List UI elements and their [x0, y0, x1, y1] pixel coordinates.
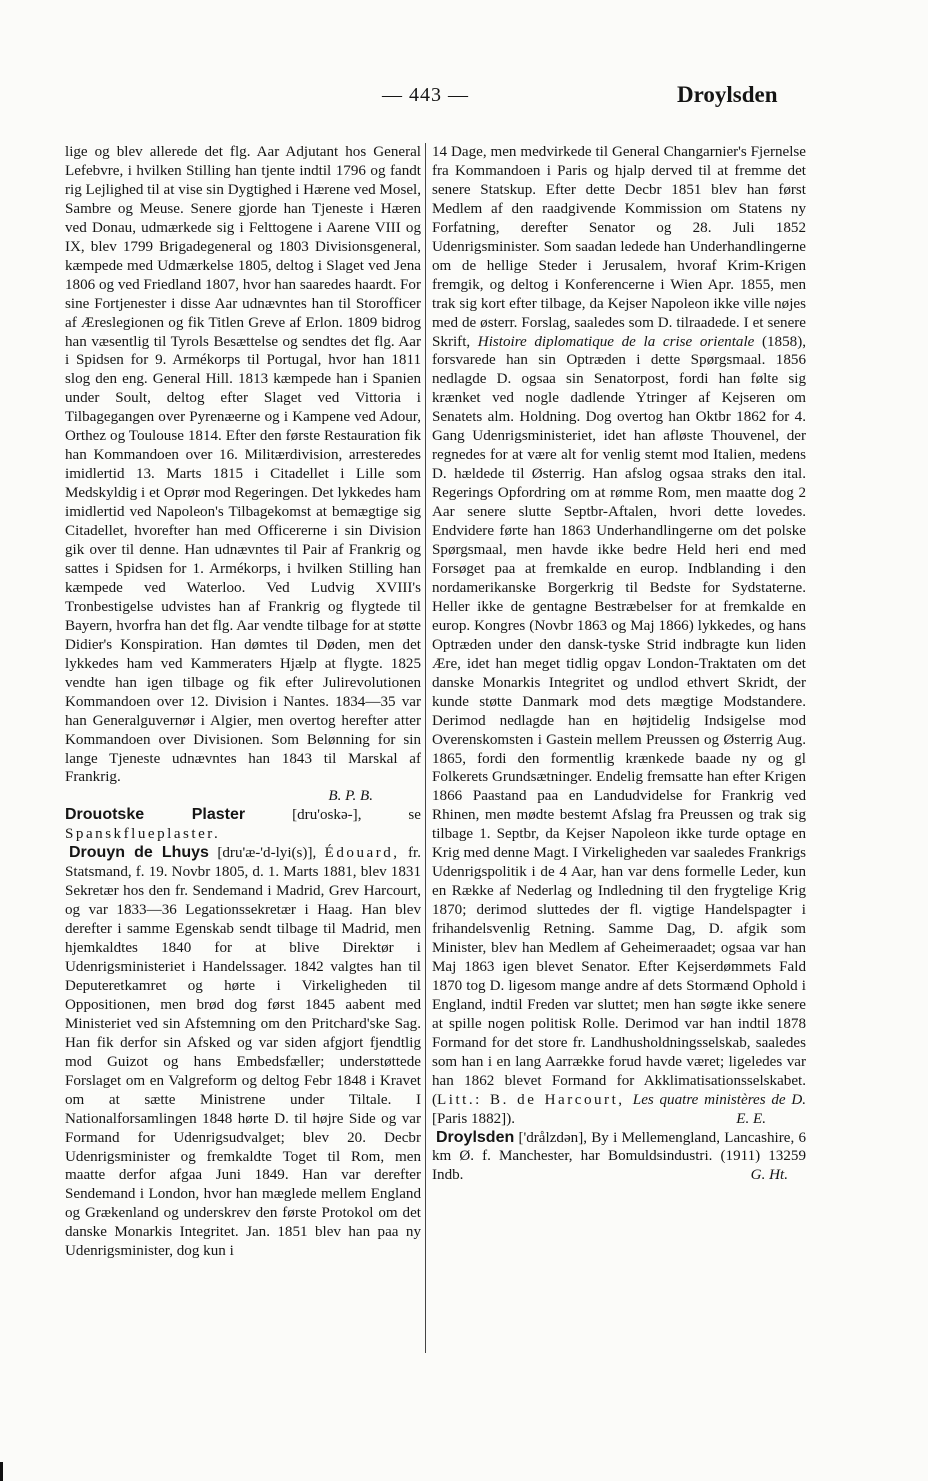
- entry-drouyn-de-lhuys: [65, 844, 421, 1261]
- entry-pronunciation: [dru'æ-'d-lyi(s)],: [208, 845, 325, 862]
- entry-headword: Drouyn de Lhuys: [69, 844, 209, 862]
- right-column: [432, 143, 806, 1185]
- author-signature: B. P. B.: [328, 788, 373, 805]
- entry-drouotske-plaster: [65, 806, 421, 844]
- entry-text: fr. Statsmand, f. 19. Novbr 1805, d. 1. Marts 1881, blev 1831 Sekretær hos den fr. Sendemand i Madrid, Grev Harcourt, og var 1833—36 Legationssekretær i Haag. Han blev derefter i samme Egenskab sendt tilbage til Madrid, men hjemkaldtes 1840 for at blive Direktør i Udenrigsministeriet i Handelssager. 1842 valgtes han til Deputeretkamret og hørte i Virkeligheden til Oppositionen, men brød dog først 1845 aabent med Ministeriet ved sin Afstemning om den Pritchard'ske Sag. Han fik derfor sin Afsked og var siden afgjort fjendtlig mod Guizot og hans Embedsfæller; understøttede Forslaget om en Valgreform og deltog Febr 1848 i Kravet om at sætte Ministrene under Tiltale. I Nationalforsamlingen 1848 hørte D. til højre Side og var Formand for Udenrigsudvalget; blev 20. Decbr Udenrigsminister og fremkaldte Toget til Rom, men maatte derfor afgaa Juni 1849. Han var derefter Sendemand i London, hvor han mæglede mellem England og Grækenland og underskrev den første Protokol om det danske Monarkis Integritet. Jan. 1851 blev han paa ny Udenrigsminister, dog kun i: [65, 845, 421, 1260]
- entry-text: 14 Dage, men medvirkede til General Changarnier's Fjernelse fra Kommandoen i Paris og hjalp derved til at fremme det senere Statskup. Efter dette Decbr 1851 blev han først Medlem af den raadgivende Kommission om Statens ny Forfatning, derefter Senator og 28. Juli 1852 Udenrigsminister. Som saadan ledede han Underhandlingerne om de hellige Steder i Jerusalem, hvoraf Krim-Krigen fremgik, og deltog i Konferencerne i Wien Apr. 1855, men trak sig kort efter tilbage, da Kejser Napoleon ikke ville nøjes med de østerr. Forslag, saaledes som D. tilraadede. I et senere Skrift,: [432, 144, 806, 350]
- running-head: Droylsden: [677, 82, 778, 107]
- book-title: Les quatre ministères de D.: [632, 1091, 806, 1108]
- entry-text: [dru'oskə-], se: [245, 807, 422, 824]
- entry-headword: Droylsden: [436, 1128, 515, 1146]
- author-signature: G. Ht.: [750, 1167, 788, 1184]
- paragraph-drouet-continued: lige og blev allerede det flg. Aar Adjutant hos General Lefebvre, i hvilken Stilling han tjente indtil 1796 og fandt rig Lejlighed til at vise sin Dygtighed i Hærene ved Mosel, Sambre og Meuse. Senere gjorde han Tjeneste i Hæren ved Donau, udmærkede sig i Felttogene i Aarene VIII og IX, blev 1799 Brigadegeneral og 1803 Divisionsgeneral, kæmpede med Udmærkelse 1805, deltog i Slaget ved Jena 1806 og ved Friedland 1807, hvor han saaredes haardt. For sine Fortjenester i disse Aar udnævntes han til Storofficer af Æreslegionen og fik Titlen Greve af Erlon. 1809 bidrog han væsentlig til Tyrols Besættelse og sendtes det flg. Aar i Spidsen for 9. Armékorps til Portugal, hvor han 1811 slog den eng. General Hill. 1813 kæmpede han i Spanien under Soult, deltog efter Slaget ved Vittoria i Tilbagegangen over Pyrenæerne og i Kampene ved Adour, Orthez og Toulouse 1814. Efter den første Restauration fik han Kommandoen over 16. Militærdivision, arresteredes imidlertid 13. Marts 1815 i Citadellet i Lille som Medskyldig i et Oprør mod Regeringen. Det lykkedes ham imidlertid ved Napoleon's Tilbagekomst at bemægtige sig Citadellet, hvorefter han med Officererne i sin Division gik over til denne. Han udnævntes til Pair af Frankrig og sattes i Spidsen for 1. Armékorps, i hvilken Stilling han kæmpede ved Waterloo. Ved Ludvig XVIII's Tronbestigelse udvistes han af Frankrig og flygtede til Bayern, hvorfra han det flg. Aar vendte tilbage for at støtte Didier's Konspiration. Han dømtes til Døden, men det lykkedes ham ved Kammeraters Hjælp at flygte. 1825 vendte han igen tilbage og fik efter Julirevolutionen Kommandoen over 12. Division i Nantes. 1834—35 var han Generalguvernør i Algier, men overtog herefter atter Kommandoen over Divisionen. Som Belønning for sin lange Tjeneste udnævntes han 1843 til Marskal af Frankrig.: [65, 144, 421, 786]
- entry-given-name: Édouard,: [324, 845, 400, 862]
- entry-text: ['drålzdən], By i Mellemengland, Lancashire, 6 km Ø. f. Manchester, har Bomuldsindustri. (1911) 13259 Indb.: [432, 1129, 806, 1184]
- paragraph-drouyn-continued: [432, 143, 806, 1129]
- literature-label: Litt.:: [437, 1091, 482, 1108]
- entry-text: [Paris 1882]).: [432, 1110, 516, 1127]
- cross-reference: Spanskflueplaster.: [65, 826, 221, 843]
- column-divider: [425, 143, 426, 1353]
- book-title: Histoire diplomatique de la crise orientale: [477, 333, 755, 350]
- left-column: [65, 143, 421, 1261]
- page-number: — 443 —: [382, 84, 469, 106]
- entry-text: (1858), forsvarede han sin Optræden i dette Spørgsmaal. 1856 nedlagde D. ogsaa sin Senatorpost, fordi han følte sig krænket ved nogle dadlende Ytringer af Kejseren om Senatets alm. Holdning. Dog overtog han Oktbr 1862 for 4. Gang Udenrigsministeriet, idet han afløste Thouvenel, der regnedes for at være alt for venlig stemt mod Italien, medens D. hældede til Østerrig. Han afslog ogsaa straks den ital. Regerings Opfordring om at rømme Rom, men maatte dog 2 Aar senere slutte Septbr-Aftalen, hvori dette lovedes. Endvidere førte han 1863 Underhandlingerne om det polske Spørgsmaal, men havde ikke bedre Held heri end med Forsøget paa at fremkalde en europ. Indblanding i den nordamerikanske Borgerkrig til Bedste for Sydstaterne. Heller ikke de gentagne Bestræbelser for at fremkalde en europ. Kongres (Novbr 1863 og Maj 1866) lykkedes, og hans Optræden under den dansk-tyske Strid indbragte kun liden Ære, idet han meget tidlig opgav London-Traktaten om det danske Monarkis Integritet og undlod ethvert Skridt, der kunde støtte Danmark mod dets mægtige Modstandere. Derimod nedlagde han en højtidelig Indsigelse mod Overenskomsten i Gastein mellem Preussen og Østerrig Aug. 1865, fordi den formentlig krænkede baade ny og gl Folkerets Grundsætninger. Endelig fremsatte han efter Krigen 1866 Paastand paa en Landudvidelse for Frankrig ved Rhinen, men mødte bestemt Afslag fra Preussen og trak sig tilbage 1. Septbr, da Kejser Napoleon ikke turde optage en Krig med denne Magt. I Virkeligheden var saaledes Frankrigs Udenrigspolitik i de 4 Aar, han var dens formelle Leder, kun en Række af Nederlag og Indledning til den frygtelige Krig 1870; derimod sluttedes der fl. vigtige Handelspagter i frihandelsvenlig Retning. Samme Dag, D. afgik som Minister, blev han Medlem af Geheimeraadet; ogsaa var han Maj 1863 igen blevet Senator. Efter Kejserdømmets Fald 1870 tog D. ligesom mange andre af dets Stormænd Ophold i England, indtil Freden var sluttet; men han søgte ikke senere at spille nogen politisk Rolle. Derimod var han indtil 1878 Formand for det store fr. Landhusholdningsselskab, saaledes som han i en lang Aarrække forud havde været; ligeledes var han 1862 blevet Formand for Akklimatisationsselskabet. (: [432, 333, 806, 1108]
- scan-edge-mark: [0, 1462, 3, 1481]
- page-header: [0, 84, 928, 120]
- literature-author: B. de Harcourt,: [481, 1091, 633, 1108]
- author-signature: E. E.: [736, 1110, 766, 1127]
- entry-headword: Drouotske Plaster: [65, 806, 246, 824]
